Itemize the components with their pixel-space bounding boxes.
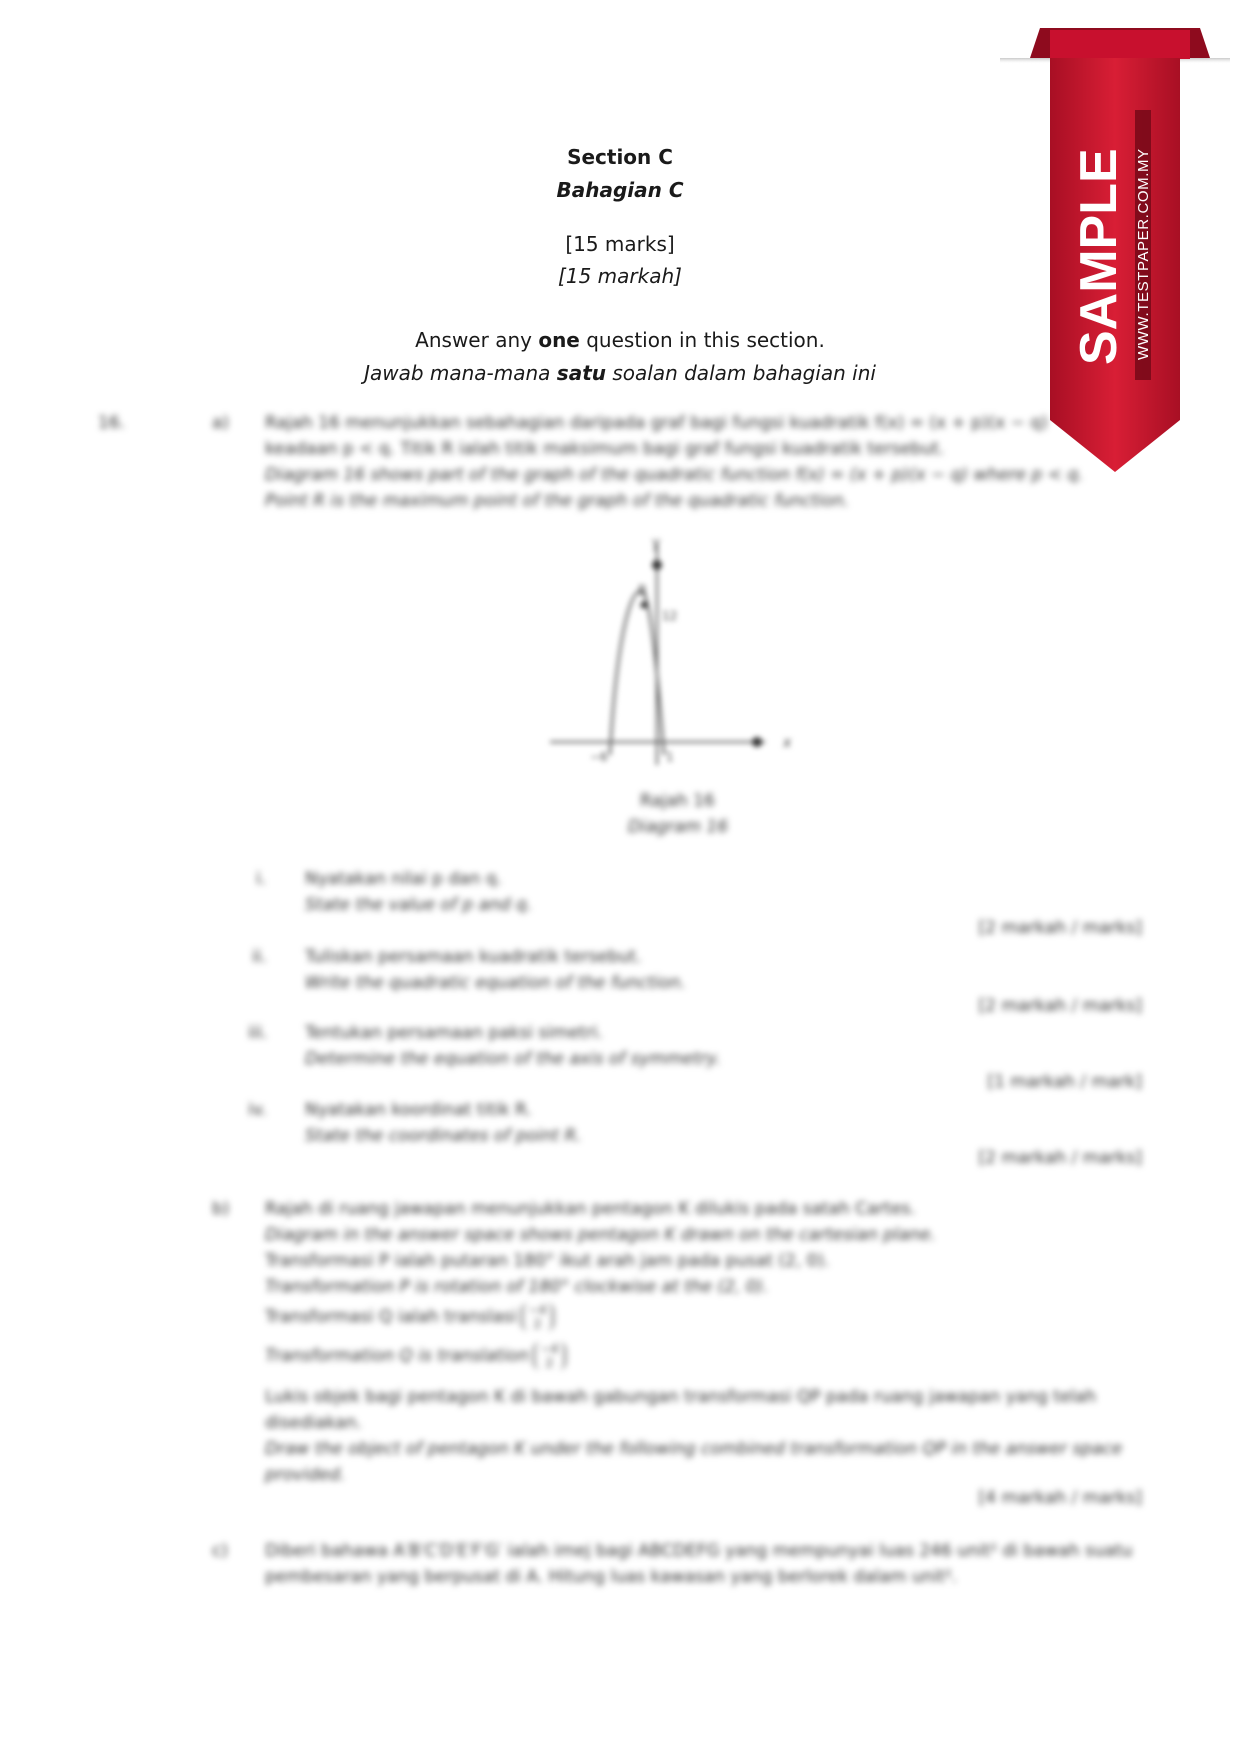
diagram-caption-english: Diagram 16 bbox=[628, 817, 729, 837]
section-marks-malay: [15 markah] bbox=[558, 264, 682, 288]
part-b-translation-malay bbox=[265, 1303, 554, 1331]
part-c-line: Diberi bahawa A′B′C′D′E′F′G′ ialah imej bagi ABCDEFG yang mempunyai luas 246 unit² di bawah suatu bbox=[265, 1541, 1133, 1561]
x-axis-arrow bbox=[752, 737, 762, 747]
section-marks: [15 marks] bbox=[565, 232, 675, 256]
diagram-caption: Rajah 16 bbox=[640, 791, 715, 811]
part-a-label: a) bbox=[212, 413, 230, 433]
instruction-malay-text: Jawab mana-mana bbox=[364, 361, 557, 385]
x-intercept-right-label: 1 bbox=[666, 750, 674, 764]
instruction-text: Answer any bbox=[415, 328, 539, 352]
part-b-translation-english bbox=[265, 1342, 566, 1370]
translation-vector bbox=[533, 1342, 567, 1370]
subpart-label: iv. bbox=[248, 1100, 267, 1120]
subpart-marks: [1 markah / mark] bbox=[987, 1072, 1142, 1092]
instruction-text: question in this section. bbox=[579, 328, 825, 352]
ribbon-url-text: WWW.TESTPAPER.COM.MY bbox=[1135, 148, 1152, 360]
part-b-line: Transformasi P ialah putaran 180° ikut arah jam pada pusat (2, 0). bbox=[265, 1251, 830, 1271]
vector-top: −4 bbox=[540, 1342, 559, 1356]
instruction-malay-emphasis: satu bbox=[556, 361, 606, 385]
subpart-text-malay: Nyatakan koordinat titik R. bbox=[305, 1100, 532, 1120]
section-title-malay: Bahagian C bbox=[556, 178, 684, 202]
part-b-label: b) bbox=[212, 1199, 230, 1219]
part-b-line: Lukis objek bagi pentagon K di bawah gabungan transformasi QP pada ruang jawapan yang telah bbox=[265, 1387, 1097, 1407]
subpart-text-malay: Tentukan persamaan paksi simetri. bbox=[305, 1023, 603, 1043]
part-c-line: pembesaran yang berpusat di A. Hitung luas kawasan yang berlorek dalam unit². bbox=[265, 1567, 958, 1587]
sample-ribbon bbox=[1000, 20, 1230, 480]
vector-top: −4 bbox=[528, 1303, 547, 1317]
subpart-label: ii. bbox=[252, 947, 267, 967]
vector-bottom: 2 bbox=[545, 1356, 554, 1370]
part-b-line: Rajah di ruang jawapan menunjukkan pentagon K dilukis pada satah Cartes. bbox=[265, 1199, 916, 1219]
ribbon-sample-text: SAMPLE bbox=[1070, 148, 1128, 365]
part-a-line: keadaan p < q. Titik R ialah titik maksimum bagi graf fungsi kuadratik tersebut. bbox=[265, 439, 945, 459]
subpart-marks: [2 markah / marks] bbox=[978, 1148, 1142, 1168]
y-axis-arrow bbox=[652, 560, 662, 570]
part-a-line: Diagram 16 shows part of the graph of the quadratic function f(x) = (x + p)(x − q) where p < q. bbox=[265, 465, 1084, 485]
subpart-text-english: State the coordinates of point R. bbox=[305, 1126, 582, 1146]
x-axis-label: x bbox=[783, 735, 792, 751]
subpart-marks: [2 markah / marks] bbox=[978, 918, 1142, 938]
subpart-text-english: Determine the equation of the axis of symmetry. bbox=[305, 1049, 721, 1069]
part-b-line: Transformasi Q ialah translasi bbox=[265, 1307, 517, 1327]
part-b-marks: [4 markah / marks] bbox=[978, 1488, 1142, 1508]
point-r bbox=[641, 602, 648, 609]
parabola-diagram bbox=[540, 525, 810, 785]
question-number: 16. bbox=[98, 413, 126, 433]
subpart-marks: [2 markah / marks] bbox=[978, 996, 1142, 1016]
subpart-text-english: State the value of p and q. bbox=[305, 895, 533, 915]
subpart-text-malay: Nyatakan nilai p dan q. bbox=[305, 869, 502, 889]
y-axis-label: y bbox=[652, 535, 661, 551]
subpart-label: i. bbox=[256, 869, 267, 889]
part-a-line: Point R is the maximum point of the graph of the quadratic function. bbox=[265, 491, 850, 511]
ribbon-top bbox=[1050, 30, 1190, 59]
x-intercept-left-label: −6 bbox=[590, 750, 608, 764]
section-title: Section C bbox=[567, 145, 673, 169]
instruction-malay-text: soalan dalam bahagian ini bbox=[606, 361, 876, 385]
part-c-label: c) bbox=[212, 1541, 228, 1561]
translation-vector bbox=[521, 1303, 555, 1331]
y-intercept-label: 12 bbox=[662, 609, 678, 623]
vector-bottom: 2 bbox=[533, 1317, 542, 1331]
subpart-label: iii. bbox=[248, 1023, 268, 1043]
part-b-line: disediakan. bbox=[265, 1413, 362, 1433]
instruction-emphasis: one bbox=[538, 328, 580, 352]
subpart-text-english: Write the quadratic equation of the function. bbox=[305, 973, 686, 993]
part-a-line: Rajah 16 menunjukkan sebahagian daripada graf bagi fungsi kuadratik f(x) = (x + p)(x − q) bbox=[265, 413, 1048, 433]
part-b-line: Transformation P is rotation of 180° clockwise at the (2, 0). bbox=[265, 1277, 769, 1297]
part-b-line: Transformation Q is translation bbox=[265, 1346, 529, 1366]
subpart-text-malay: Tuliskan persamaan kuadratik tersebut. bbox=[305, 947, 642, 967]
parabola-curve bbox=[610, 591, 664, 755]
point-r-label: R bbox=[638, 584, 648, 599]
part-b-line: Draw the object of pentagon K under the following combined transformation QP in the answer space bbox=[265, 1439, 1123, 1459]
part-b-line: Diagram in the answer space shows pentagon K drawn on the cartesian plane. bbox=[265, 1225, 936, 1245]
part-b-line: provided. bbox=[265, 1465, 346, 1485]
